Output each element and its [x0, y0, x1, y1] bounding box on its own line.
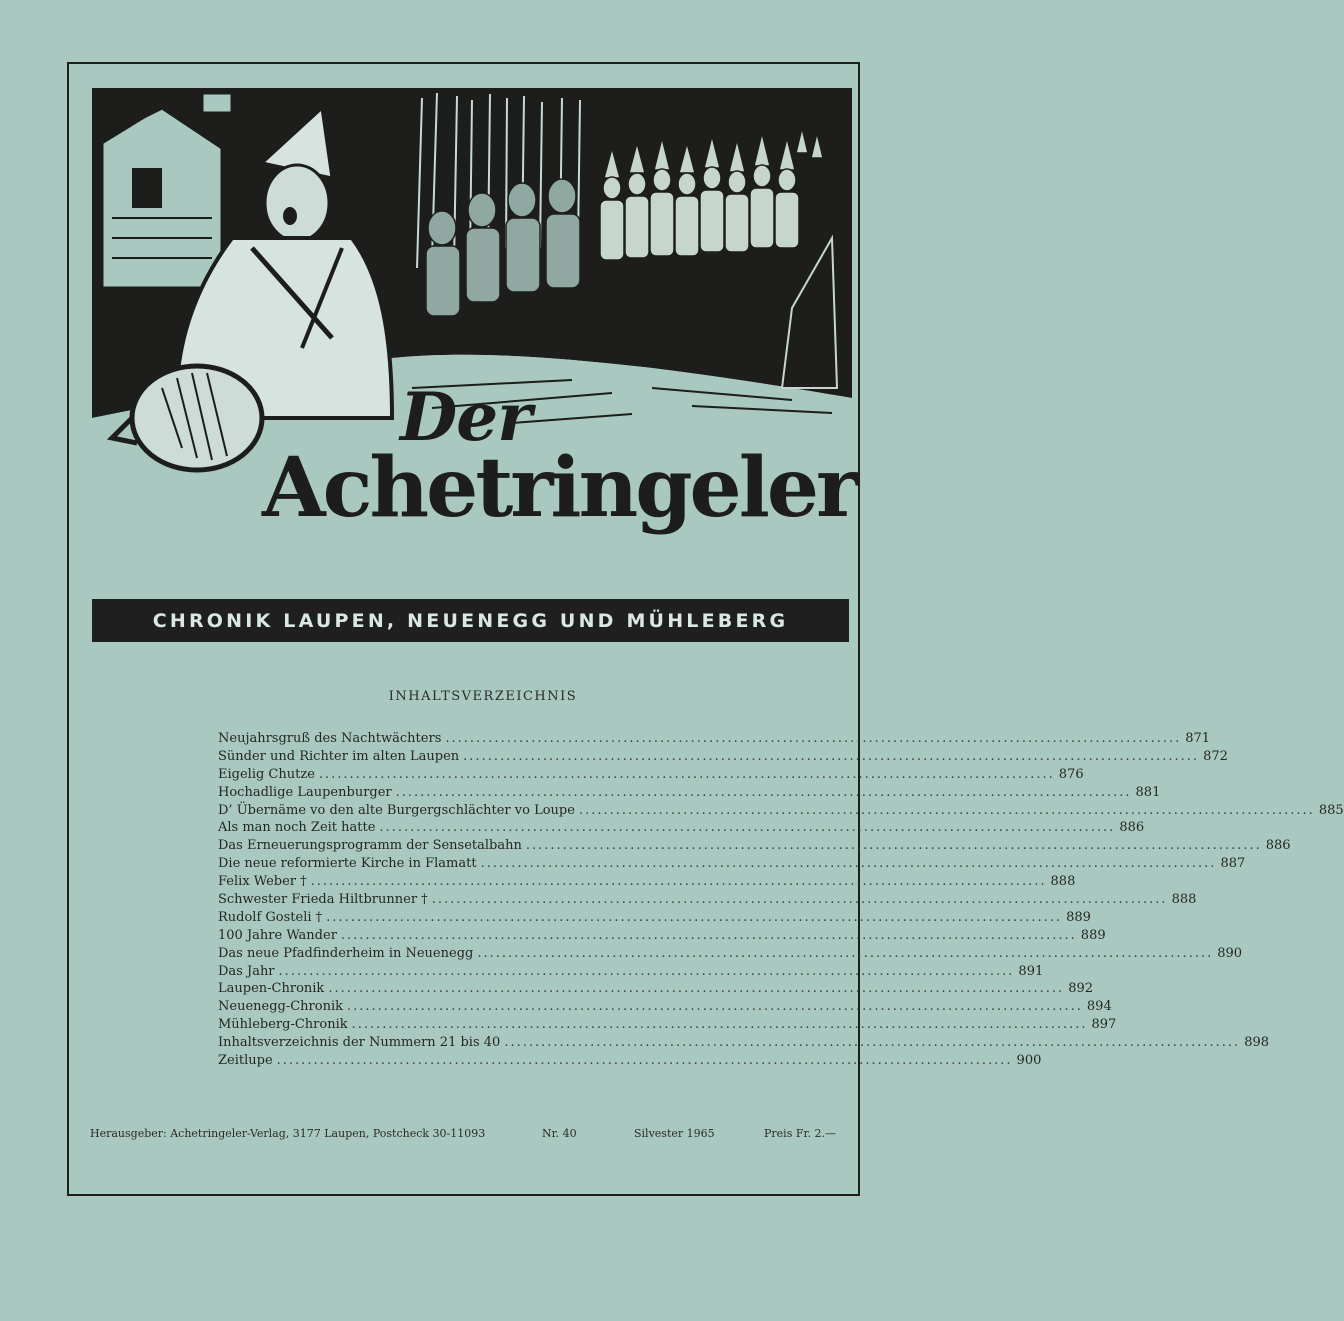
toc-entry — [218, 980, 1094, 998]
toc-entry-page: 888 — [1171, 892, 1197, 908]
toc-entry-title: Neuenegg-Chronik — [218, 999, 344, 1015]
toc-entry-title: Als man noch Zeit hatte — [218, 820, 376, 836]
table-of-contents — [218, 730, 1344, 1070]
toc-entry-title: Inhaltsverzeichnis der Nummern 21 bis 40 — [218, 1035, 501, 1051]
toc-leader-dots: ........................................................................................................................ — [578, 802, 1315, 818]
toc-entry — [218, 855, 1246, 873]
toc-entry — [218, 766, 1084, 784]
toc-leader-dots: ........................................................................................................................ — [379, 820, 1116, 836]
toc-entry-title: Schwester Frieda Hiltbrunner † — [218, 892, 428, 908]
toc-entry-page: 885 — [1318, 802, 1344, 818]
toc-leader-dots: ........................................................................................................................ — [340, 927, 1077, 943]
toc-leader-dots: ........................................................................................................................ — [431, 892, 1168, 908]
toc-entry — [218, 998, 1112, 1016]
toc-leader-dots: ........................................................................................................................ — [310, 874, 1047, 890]
toc-entry-page: 898 — [1244, 1035, 1270, 1051]
toc-entry-title: Hochadlige Laupenburger — [218, 784, 392, 800]
toc-entry-title: Das Jahr — [218, 963, 275, 979]
footer-date: Silvester 1965 — [634, 1127, 715, 1140]
toc-leader-dots: ........................................................................................................................ — [395, 784, 1132, 800]
footer-price: Preis Fr. 2.— — [764, 1127, 836, 1140]
toc-leader-dots: ........................................................................................................................ — [318, 766, 1055, 782]
toc-entry — [218, 837, 1291, 855]
toc-entry-page: 872 — [1203, 748, 1228, 764]
toc-entry — [218, 891, 1197, 909]
toc-entry-page: 886 — [1119, 820, 1145, 836]
toc-entry — [218, 730, 1211, 748]
toc-leader-dots: ........................................................................................................................ — [328, 981, 1065, 997]
toc-entry — [218, 819, 1145, 837]
toc-entry-title: Eigelig Chutze — [218, 766, 315, 782]
toc-leader-dots: ........................................................................................................................ — [445, 731, 1182, 746]
footer-issue: Nr. 40 — [542, 1127, 577, 1140]
toc-entry-title: 100 Jahre Wander — [218, 927, 337, 943]
toc-entry-page: 891 — [1018, 963, 1044, 979]
toc-entry-page: 900 — [1016, 1053, 1042, 1069]
toc-entry-title: Das neue Pfadfinderheim in Neuenegg — [218, 945, 474, 961]
title-der: Der — [400, 378, 531, 456]
toc-entry — [218, 945, 1243, 963]
toc-entry-title: Sünder und Richter im alten Laupen — [218, 748, 460, 764]
toc-entry-title: Felix Weber † — [218, 874, 307, 890]
toc-leader-dots: ........................................................................................................................ — [477, 945, 1214, 961]
toc-entry — [218, 802, 1344, 820]
toc-leader-dots: ........................................................................................................................ — [351, 1017, 1088, 1033]
toc-entry-page: 890 — [1217, 945, 1243, 961]
title-achetringeler: Achetringeler — [262, 440, 857, 536]
subtitle-banner: CHRONIK LAUPEN, NEUENEGG UND MÜHLEBERG — [92, 599, 849, 642]
toc-leader-dots: ........................................................................................................................ — [347, 999, 1083, 1015]
toc-entry — [218, 963, 1044, 981]
toc-leader-dots: ........................................................................................................................ — [463, 748, 1200, 764]
toc-entry-title: Das Erneuerungsprogramm der Sensetalbahn — [218, 838, 522, 854]
toc-entry-title: D’ Übernäme vo den alte Burgergschlächter vo Loupe — [218, 802, 575, 818]
toc-leader-dots: ........................................................................................................................ — [480, 856, 1217, 872]
toc-entry-title: Laupen-Chronik — [218, 981, 325, 997]
toc-leader-dots: ........................................................................................................................ — [525, 838, 1262, 854]
toc-entry — [218, 1016, 1117, 1034]
toc-entry-page: 888 — [1050, 874, 1076, 890]
toc-entry-page: 897 — [1091, 1017, 1117, 1033]
toc-entry — [218, 748, 1228, 766]
toc-leader-dots: ........................................................................................................................ — [278, 963, 1015, 979]
toc-entry-page: 886 — [1265, 838, 1291, 854]
toc-heading: INHALTSVERZEICHNIS — [388, 689, 578, 704]
toc-leader-dots: ........................................................................................................................ — [276, 1053, 1013, 1069]
toc-entry-title: Neujahrsgruß des Nachtwächters — [218, 731, 442, 746]
toc-entry-title: Rudolf Gosteli † — [218, 909, 323, 925]
toc-entry — [218, 927, 1106, 945]
toc-entry — [218, 909, 1091, 927]
toc-entry-page: 887 — [1220, 856, 1246, 872]
toc-entry-page: 894 — [1086, 999, 1112, 1015]
footer-publisher: Herausgeber: Achetringeler-Verlag, 3177 Laupen, Postcheck 30-11093 — [90, 1127, 486, 1140]
toc-entry-title: Zeitlupe — [218, 1053, 273, 1069]
toc-entry-title: Die neue reformierte Kirche in Flamatt — [218, 856, 477, 872]
toc-entry — [218, 1052, 1042, 1070]
toc-entry-page: 889 — [1080, 927, 1106, 943]
toc-entry-page: 889 — [1066, 909, 1091, 925]
toc-entry — [218, 1034, 1270, 1052]
toc-leader-dots: ........................................................................................................................ — [326, 909, 1063, 925]
toc-entry-title: Mühleberg-Chronik — [218, 1017, 348, 1033]
toc-entry-page: 871 — [1185, 731, 1211, 746]
toc-entry-page: 881 — [1135, 784, 1161, 800]
toc-entry — [218, 784, 1161, 802]
toc-entry — [218, 873, 1076, 891]
toc-entry-page: 876 — [1058, 766, 1084, 782]
toc-entry-page: 892 — [1068, 981, 1094, 997]
toc-leader-dots: ........................................................................................................................ — [504, 1035, 1241, 1051]
